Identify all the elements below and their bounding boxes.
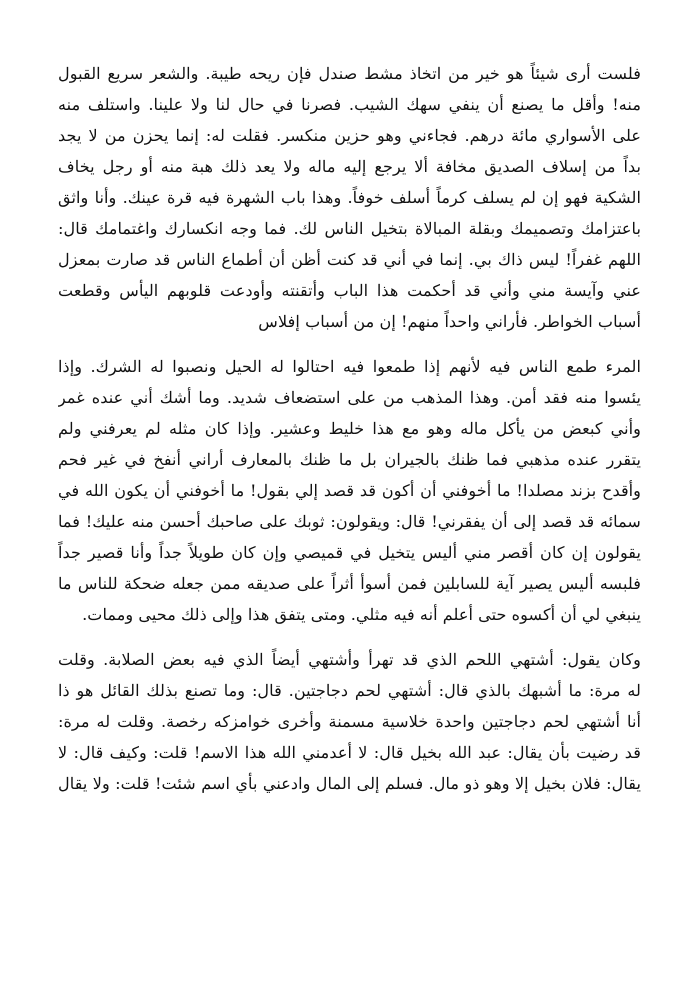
text-line: يتقرر عنده مذهبي فما ظنك بالجيران بل ما ظنك بالمعارف أراني أنفخ في غير فحم <box>58 450 641 469</box>
text-line: يقولون إن كان أقصر مني أليس يتخيل في قميصي وإن كان طويلاً جداً وأنا قصير جداً <box>58 543 641 562</box>
paragraph-1 <box>58 58 641 337</box>
text-line: فلبسه أليس يصير آية للسابلين فمن أسوأ أثراً على صديقه ممن جعله ضحكة للناس ما <box>58 574 641 593</box>
text-line: اللهم غفراً! ليس ذاك بي. إنما في أني قد كنت أظن أن أطماع الناس قد صارت بمعزل <box>58 250 641 269</box>
text-line: له مرة: ما أشبهك بالذي قال: أشتهي لحم دجاجتين. قال: وما تصنع بذلك القائل هو ذا <box>58 681 641 700</box>
text-line: عني وآيسة مني وأني قد أحكمت هذا الباب وأتقنته وأودعت قلوبهم اليأس وقطعت <box>58 281 641 300</box>
text-line: يئسوا منه فقد أمن. وهذا المذهب من على استضعاف شديد. وما أشك أني عنده غمر <box>58 388 641 407</box>
text-line: ينبغي لي أن أكسوه حتى أعلم أنه فيه مثلي. ومتى يتفق هذا وإلى ذلك محيى وممات. <box>82 605 641 624</box>
text-line: أنا أشتهي لحم دجاجتين واحدة خلاسية مسمنة وأخرى خوامزكه رخصة. وقلت له مرة: <box>58 712 641 731</box>
text-line: على الأسواري مائة درهم. فجاءني وهو حزين منكسر. فقلت له: إنما يحزن من لا يجد <box>58 126 641 145</box>
text-line: باعتزامك وتصميمك وبقلة المبالاة بتخيل الناس لك. فما وجه انكسارك واغتمامك قال: <box>58 219 641 238</box>
text-line: وأني كبعض من يأكل ماله وهو مع هذا خليط وعشير. وإذا كان مثله لم يعرفني ولم <box>58 419 641 438</box>
document-page <box>58 58 641 958</box>
text-line: وأقدح بزند مصلدا! ما أخوفني أن أكون قد قصد إلي بقول! ما أخوفني أن يكون الله في <box>58 481 641 500</box>
text-line: بداً من إسلاف الصديق مخافة ألا يرجع إليه ماله ولا يعد ذلك هبة منه أو رجل يخاف <box>58 157 641 176</box>
text-line: فلست أرى شيئاً هو خير من اتخاذ مشط صندل فإن ريحه طيبة. والشعر سريع القبول <box>58 64 641 83</box>
text-line: المرء طمع الناس فيه لأنهم إذا طمعوا فيه احتالوا له الحيل ونصبوا له الشرك. وإذا <box>58 357 641 376</box>
paragraph-2 <box>58 351 641 630</box>
paragraph-3 <box>58 644 641 799</box>
text-line: يقال: فلان بخيل إلا وهو ذو مال. فسلم إلى المال وادعني بأي اسم شئت! قلت: ولا يقال <box>58 774 641 793</box>
text-line: قد رضيت بأن يقال: عبد الله بخيل قال: لا أعدمني الله هذا الاسم! قلت: وكيف قال: لا <box>58 743 641 762</box>
text-line: سمائه قد قصد إلى أن يفقرني! قال: ويقولون: ثوبك على صاحبك أحسن منه عليك! فما <box>58 512 641 531</box>
text-line: أسباب الخواطر. فأراني واحداً منهم! إن من أسباب إفلاس <box>258 312 641 331</box>
text-line: وكان يقول: أشتهي اللحم الذي قد تهرأ وأشتهي أيضاً الذي فيه بعض الصلابة. وقلت <box>58 650 641 669</box>
text-line: منه! وأقل ما يصنع أن ينفي سهك الشيب. فصرنا في حال لنا ولا علينا. واستلف منه <box>58 95 641 114</box>
text-line: الشكية فهو إن لم يسلف كرماً أسلف خوفاً. وهذا باب الشهرة فيه قرة عينك. وأنا واثق <box>58 188 641 207</box>
